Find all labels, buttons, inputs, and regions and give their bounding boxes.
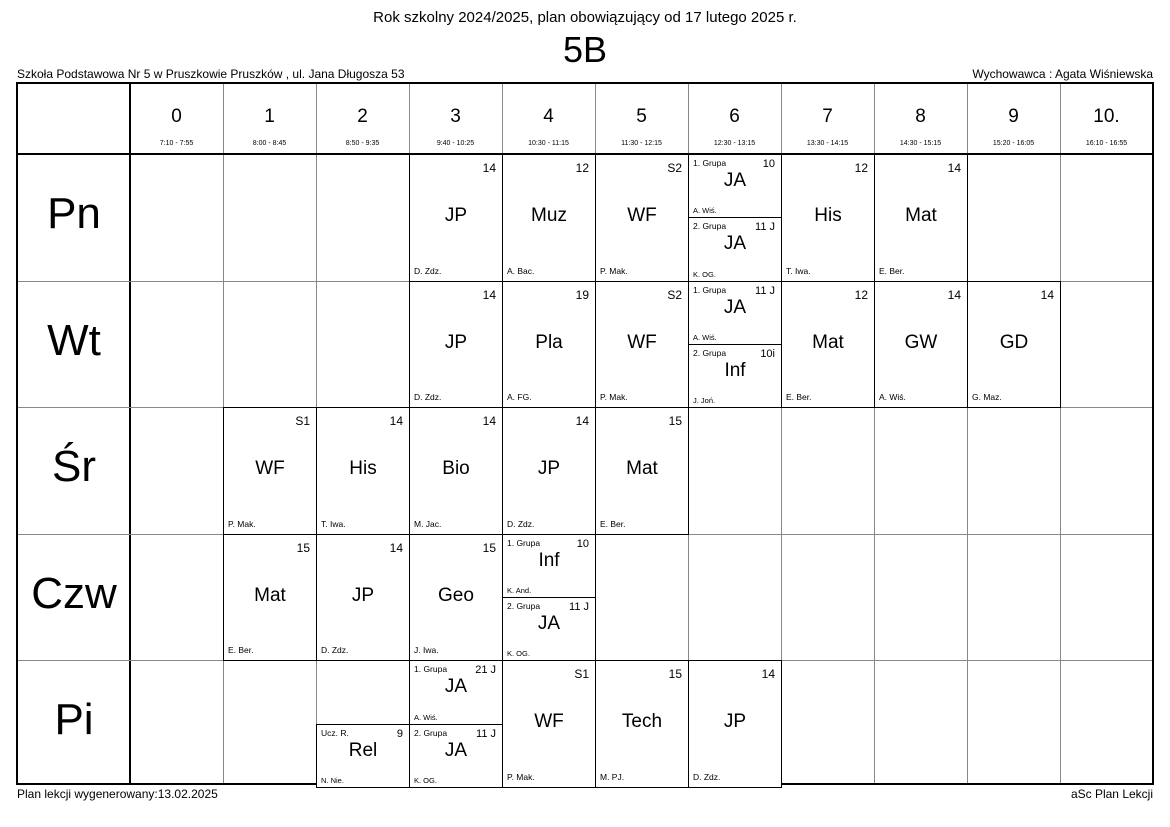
period-number: 9 — [1008, 106, 1019, 127]
lesson-card[interactable] — [409, 724, 503, 788]
lesson-teacher: G. Maz. — [972, 392, 1002, 403]
lesson-card[interactable] — [502, 597, 596, 661]
lesson-room: 11 J — [755, 221, 775, 234]
period-header — [316, 84, 409, 154]
lesson-room: 14 — [482, 161, 496, 175]
lesson-card[interactable] — [316, 724, 410, 788]
period-time: 9:40 - 10:25 — [436, 140, 475, 147]
lesson-room: 15 — [296, 540, 310, 555]
lesson-subject: Mat — [812, 331, 844, 353]
lesson-room: 10i — [760, 347, 775, 360]
lesson-teacher: E. Ber. — [600, 518, 626, 529]
lesson-subject: Rel — [348, 739, 378, 761]
period-header — [502, 84, 595, 154]
lesson-room: 14 — [482, 287, 496, 302]
period-header — [409, 84, 502, 154]
lesson-room: 14 — [389, 540, 403, 555]
period-time: 7:10 - 7:55 — [159, 140, 194, 147]
period-header — [781, 84, 874, 154]
lesson-subject: GW — [904, 331, 938, 353]
lesson-teacher: M. PJ. — [600, 771, 625, 782]
lesson-card[interactable] — [874, 154, 968, 282]
lesson-teacher: P. Mak. — [600, 392, 628, 403]
lesson-card[interactable] — [409, 154, 503, 282]
lesson-card[interactable] — [595, 660, 689, 788]
lesson-subject: JP — [351, 584, 375, 606]
lesson-room: 14 — [947, 287, 961, 302]
lesson-card[interactable] — [595, 154, 689, 282]
homeroom-teacher: Wychowawca : Agata Wiśniewska — [972, 67, 1153, 81]
lesson-room: 14 — [482, 414, 496, 429]
lesson-subject: Bio — [442, 458, 470, 480]
day-label: Czw — [31, 568, 117, 618]
lesson-subject: His — [814, 205, 842, 226]
lesson-card[interactable] — [595, 407, 689, 535]
lesson-subject: JA — [723, 296, 747, 318]
day-label: Pi — [54, 695, 94, 745]
lesson-teacher: A. Bac. — [507, 265, 535, 276]
lesson-teacher: M. Jac. — [414, 518, 442, 529]
lesson-subject: JP — [444, 205, 468, 226]
period-number: 10. — [1093, 106, 1120, 127]
period-number: 7 — [822, 106, 833, 127]
lesson-subject: WF — [627, 331, 657, 353]
lesson-subject: JA — [723, 233, 747, 255]
period-time: 10:30 - 11:15 — [528, 140, 569, 147]
period-time: 12:30 - 13:15 — [713, 140, 756, 147]
day-label: Pn — [47, 189, 101, 238]
lesson-teacher: T. Iwa. — [786, 265, 811, 276]
lesson-teacher: E. Ber. — [786, 392, 812, 403]
lesson-card[interactable] — [316, 407, 410, 535]
period-time: 8:00 - 8:45 — [252, 140, 287, 147]
lesson-teacher: A. Wiś. — [693, 332, 717, 342]
period-time: 8:50 - 9:35 — [345, 140, 380, 147]
lesson-card[interactable] — [502, 660, 596, 788]
lesson-room: 10 — [762, 158, 775, 170]
lesson-card[interactable] — [595, 281, 689, 409]
lesson-subject: JA — [444, 676, 468, 698]
lesson-subject: Mat — [626, 458, 658, 480]
lesson-teacher: P. Mak. — [228, 518, 256, 529]
lesson-teacher: A. Wiś. — [414, 712, 438, 722]
lesson-teacher: A. Wiś. — [693, 206, 717, 216]
lesson-teacher: K. And. — [507, 586, 532, 596]
lesson-subject: JP — [444, 331, 468, 353]
lesson-subject: Muz — [531, 205, 567, 226]
lesson-card[interactable] — [223, 407, 317, 535]
lesson-group: 1. Grupa — [693, 158, 727, 168]
lesson-subject: WF — [627, 205, 657, 226]
lesson-subject: Inf — [724, 359, 746, 381]
period-header — [223, 84, 316, 154]
lesson-teacher: A. Wiś. — [879, 392, 906, 403]
lesson-teacher: K. OG. — [693, 269, 716, 279]
lesson-group: 1. Grupa — [693, 284, 727, 295]
school-name: Szkoła Podstawowa Nr 5 w Pruszkowie Pruszków , ul. Jana Długosza 53 — [17, 67, 405, 81]
period-number: 1 — [264, 106, 275, 127]
lesson-card[interactable] — [409, 281, 503, 409]
lesson-teacher: E. Ber. — [228, 645, 254, 656]
lesson-room: 14 — [389, 414, 403, 429]
period-number: 4 — [543, 106, 554, 127]
lesson-room: 15 — [668, 667, 682, 682]
lesson-teacher: D. Zdz. — [414, 265, 442, 276]
lesson-card[interactable] — [688, 154, 782, 218]
lesson-card[interactable] — [688, 660, 782, 788]
lesson-teacher: P. Mak. — [600, 265, 628, 276]
lesson-card[interactable] — [502, 407, 596, 535]
period-time: 15:20 - 16:05 — [992, 140, 1035, 147]
lesson-subject: JA — [537, 613, 561, 635]
lesson-card[interactable] — [409, 534, 503, 662]
lesson-room: S2 — [667, 161, 682, 175]
period-header — [595, 84, 688, 154]
lesson-room: 11 J — [476, 727, 496, 740]
lesson-card[interactable] — [502, 534, 596, 598]
software-name: aSc Plan Lekcji — [1070, 787, 1153, 801]
lesson-room: 15 — [668, 414, 682, 429]
lesson-subject: Inf — [538, 549, 560, 571]
lesson-teacher: D. Zdz. — [693, 771, 721, 782]
period-header — [1060, 84, 1153, 154]
period-number: 2 — [357, 106, 368, 127]
lesson-room: 19 — [575, 287, 589, 302]
lesson-card[interactable] — [223, 534, 317, 662]
lesson-teacher: D. Zdz. — [507, 518, 535, 529]
period-header — [967, 84, 1060, 154]
lesson-subject: JA — [723, 170, 747, 191]
lesson-subject: WF — [255, 458, 285, 480]
lesson-card[interactable] — [688, 281, 782, 345]
lesson-subject: Tech — [621, 711, 663, 733]
lesson-card[interactable] — [781, 154, 875, 282]
lesson-teacher: J. Joń. — [693, 396, 716, 406]
generated-date: Plan lekcji wygenerowany:13.02.2025 — [17, 787, 218, 801]
schedule-subtitle: Rok szkolny 2024/2025, plan obowiązujący od 17 lutego 2025 r. — [373, 9, 797, 26]
lesson-group: 1. Grupa — [507, 537, 541, 548]
period-number: 6 — [729, 106, 740, 127]
lesson-room: 12 — [575, 161, 589, 175]
lesson-teacher: E. Ber. — [879, 265, 905, 276]
period-number: 5 — [636, 106, 647, 127]
lesson-room: 11 J — [755, 284, 775, 297]
lesson-subject: WF — [534, 711, 564, 733]
lesson-teacher: P. Mak. — [507, 771, 535, 782]
lesson-group: 2. Grupa — [693, 221, 727, 232]
period-time: 16:10 - 16:55 — [1085, 140, 1128, 147]
lesson-group: 1. Grupa — [414, 664, 448, 675]
lesson-subject: GD — [999, 331, 1029, 353]
lesson-card[interactable] — [316, 534, 410, 662]
lesson-teacher: K. OG. — [414, 775, 437, 785]
lesson-teacher: D. Zdz. — [414, 392, 442, 403]
lesson-room: S2 — [667, 287, 682, 302]
lesson-teacher: N. Nie. — [321, 775, 344, 785]
lesson-room: 11 J — [569, 601, 589, 614]
lesson-card[interactable] — [502, 281, 596, 409]
period-header — [874, 84, 967, 154]
lesson-subject: JP — [723, 711, 747, 733]
lesson-subject: Mat — [905, 205, 937, 226]
lesson-group: 2. Grupa — [693, 347, 727, 358]
lesson-card[interactable] — [409, 407, 503, 535]
day-label: Śr — [52, 442, 96, 492]
period-time: 13:30 - 14:15 — [806, 140, 849, 147]
lesson-room: 14 — [1040, 287, 1054, 302]
lesson-subject: Geo — [438, 584, 474, 606]
lesson-teacher: D. Zdz. — [321, 645, 349, 656]
lesson-room: 14 — [947, 161, 961, 175]
timetable-grid — [16, 82, 1154, 785]
lesson-group: 2. Grupa — [507, 601, 541, 612]
lesson-subject: JP — [537, 458, 561, 480]
period-header — [688, 84, 781, 154]
period-number: 3 — [450, 106, 461, 127]
lesson-room: 21 J — [475, 664, 496, 677]
lesson-room: 14 — [575, 414, 589, 429]
period-time: 11:30 - 12:15 — [621, 140, 662, 147]
day-label: Wt — [47, 315, 101, 365]
lesson-subject: Mat — [254, 584, 286, 606]
lesson-card[interactable] — [688, 344, 782, 408]
lesson-room: 10 — [576, 537, 589, 550]
lesson-teacher: A. FG. — [507, 392, 532, 403]
lesson-teacher: J. Iwa. — [414, 645, 439, 656]
lesson-card[interactable] — [409, 660, 503, 724]
lesson-subject: Pla — [535, 331, 563, 353]
lesson-card[interactable] — [781, 281, 875, 409]
period-time: 14:30 - 15:15 — [899, 140, 942, 147]
lesson-room: 14 — [761, 667, 775, 682]
lesson-room: S1 — [295, 414, 310, 429]
column-divider — [1060, 84, 1061, 783]
lesson-teacher: K. OG. — [507, 649, 530, 659]
class-name: 5B — [562, 29, 608, 70]
lesson-room: 12 — [854, 287, 868, 302]
lesson-group: Ucz. R. — [321, 727, 349, 738]
lesson-subject: JA — [444, 739, 468, 761]
lesson-card[interactable] — [502, 154, 596, 282]
period-number: 0 — [171, 106, 182, 127]
lesson-room: 12 — [854, 161, 868, 175]
period-header — [130, 84, 223, 154]
lesson-card[interactable] — [967, 281, 1061, 409]
period-number: 8 — [915, 106, 926, 127]
lesson-card[interactable] — [874, 281, 968, 409]
lesson-room: 9 — [396, 727, 403, 740]
lesson-teacher: T. Iwa. — [321, 518, 346, 529]
lesson-card[interactable] — [688, 217, 782, 281]
lesson-room: 15 — [482, 540, 496, 555]
lesson-room: S1 — [574, 667, 589, 682]
lesson-subject: His — [349, 458, 377, 480]
lesson-group: 2. Grupa — [414, 727, 448, 738]
